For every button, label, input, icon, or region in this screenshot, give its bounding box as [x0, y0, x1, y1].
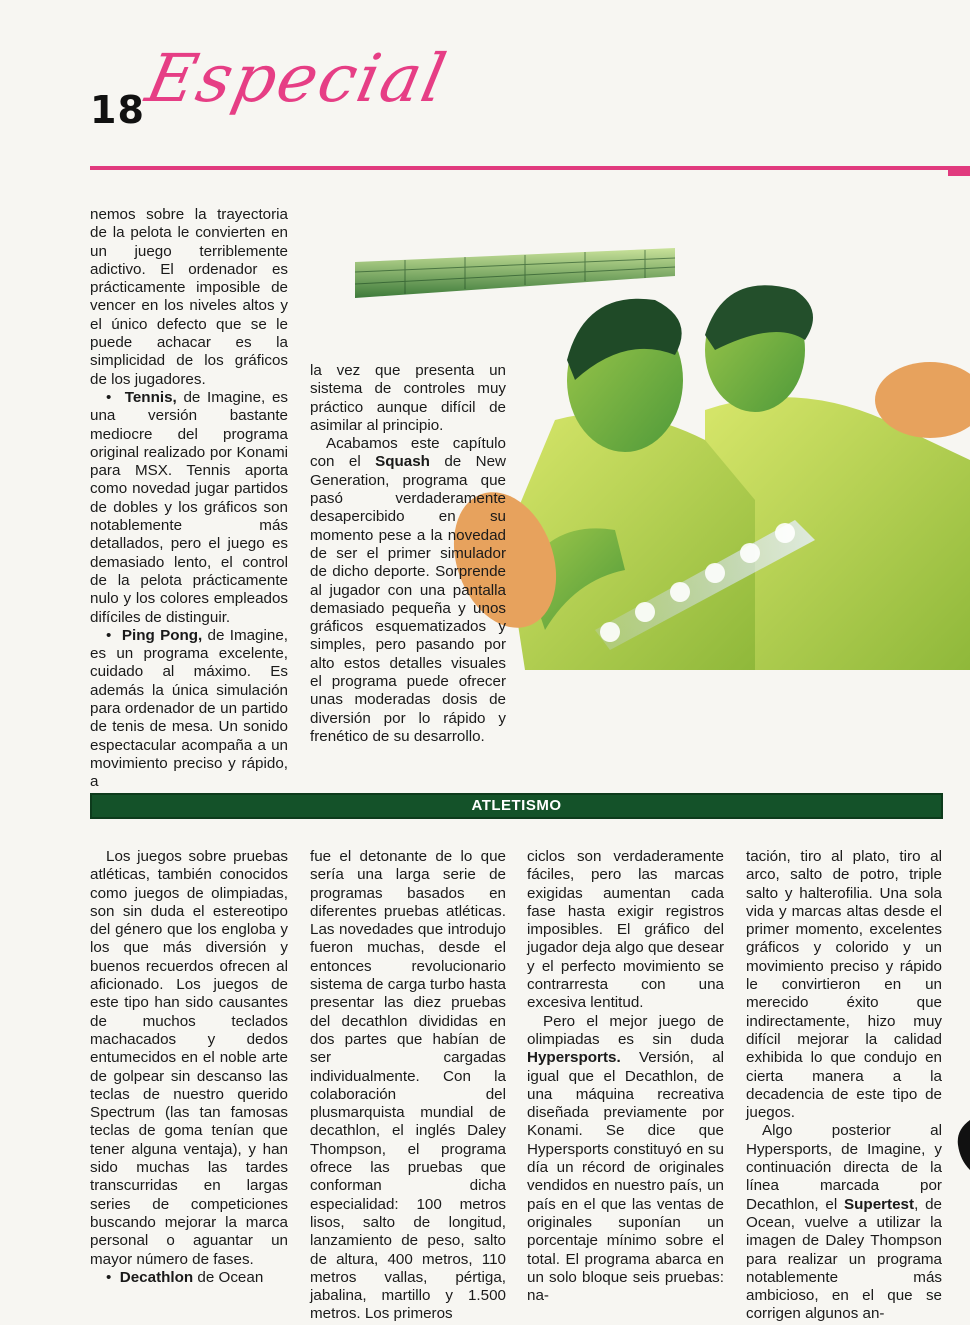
header-rule-tab	[948, 170, 970, 176]
header-rule	[90, 166, 970, 170]
page-edge-mark	[948, 1120, 970, 1170]
athletics-column-1	[90, 848, 288, 1287]
list-item-decathlon: • Decathlon de Ocean	[106, 1268, 264, 1286]
paragraph-hypersports: Pero el mejor juego de olimpiadas es sin duda Hypersports. Versión, al igual que el Decathlon, de una máquina recreativa diseñada previamente por Konami. Se dice que Hypersports constituyó en su día un récord de originales vendidos en nuestro país, un país en el que las ventas de originales suponían un porcentaje mínimo sobre el total. El programa abarca en un solo bloque seis pruebas: na-	[527, 1012, 724, 1305]
banner-title: ATLETISMO	[471, 797, 562, 814]
athletics-column-4	[746, 848, 942, 1324]
page-number: 18	[90, 88, 145, 132]
article-column-2	[310, 362, 506, 746]
list-item-ping-pong: • Ping Pong, de Imagine, es un programa excelente, cuidado al máximo. Es además la única simulación para ordenador de un partido de tenis de mesa. Un sonido espectacular acompaña a un movimiento preciso y rápido, a	[90, 626, 288, 791]
paragraph: Los juegos sobre pruebas atléticas, también conocidos como juegos de olimpiadas, son sin duda el estereotipo del género que los engloba y los que más diversión y buenos recuerdos ofrecen al aficionado. Los juegos de este tipo han sido causantes de muchos teclados machacados y dedos entumecidos en el noble arte de golpear sin descanso las teclas de nuestro querido Spectrum (las tan famosas teclas de goma tenían que tener alguna ventaja), y han sido muchas las tardes transcurridas en largas series de competiciones buscando mejorar la marca personal o aguantar un mayor número de fases.	[90, 848, 288, 1268]
section-title: Especial	[139, 40, 455, 117]
section-banner	[90, 793, 943, 819]
list-item-tennis: • Tennis, de Imagine, es una versión bastante mediocre del programa original realizado por Konami para MSX. Tennis aporta como novedad jugar partidos de dobles y los gráficos son notablemente más detallados, pero el juego es demasiado lento, el control de la pelota prácticamente nulo y los colores empleados difíciles de distinguir.	[90, 388, 288, 626]
article-column-1	[90, 206, 288, 792]
paragraph-squash: Acabamos este capítulo con el Squash de New Generation, programa que pasó verdaderamente desapercibido en su momento pese a la novedad de ser el primer simulador de dicho deporte. Sorprende al jugador con una pantalla demasiado pequeña y unos gráficos esquematizados y simples, pero pasando por alto estos detalles visuales el programa puede ofrecer unas moderadas dosis de diversión por lo rápido y frenético de su desarrollo.	[310, 435, 507, 745]
paragraph: nemos sobre la trayectoria de la pelota le convierten en un juego terriblemente adictivo. El ordenador es prácticamente imposible de vencer en los niveles altos y el único defecto que se le puede achacar es la simplicidad de los gráficos de los jugadores.	[90, 206, 288, 388]
paragraph: ciclos son verdaderamente fáciles, pero las marcas exigidas aumentan cada fase hasta exigir registros imposibles. El gráfico del jugador deja algo que desear y el perfecto movimiento se contrarresta con una excesiva lentitud.	[527, 848, 724, 1012]
athletics-column-2	[310, 848, 506, 1324]
paragraph: tación, tiro al plato, tiro al arco, salto de potro, triple salto y halterofilia. Una sola vida y marcas altas desde el primer momento, excelentes gráficos y colorido y un movimiento preciso y rápido le convirtieron en un merecido éxito que indirectamente, hizo muy difícil mejorar la calidad exhibida lo que condujo en cierta manera a la decadencia de este tipo de juegos.	[746, 848, 942, 1122]
paragraph-supertest: Algo posterior al Hypersports, de Imagine, y continuación directa de la línea marcada por Decathlon, el Supertest, de Ocean, vuelve a utilizar la imagen de Daley Thompson para realizar un programa notablemente más ambicioso, en el que se corrigen algunos an-	[746, 1122, 942, 1323]
athletics-column-3	[527, 848, 724, 1305]
paragraph: la vez que presenta un sistema de controles muy práctico aunque difícil de asimilar al principio.	[310, 362, 506, 434]
paragraph: fue el detonante de lo que sería una larga serie de programas basados en diferentes pruebas atléticas. Las novedades que introdujo fueron muchas, desde el entonces revolucionario sistema de carga turbo hasta presentar las diez pruebas del decathlon divididas en dos partes que habían de ser cargadas individualmente. Con la colaboración del plusmarquista mundial de decathlon, el inglés Daley Thompson, el programa ofrece las pruebas que conforman dicha especialidad: 100 metros lisos, salto de longitud, lanzamiento de peso, salto de altura, 400 metros, 110 metros vallas, pértiga, jabalina, martillo y 1.500 metros. Los primeros	[310, 848, 506, 1323]
net	[355, 248, 675, 298]
